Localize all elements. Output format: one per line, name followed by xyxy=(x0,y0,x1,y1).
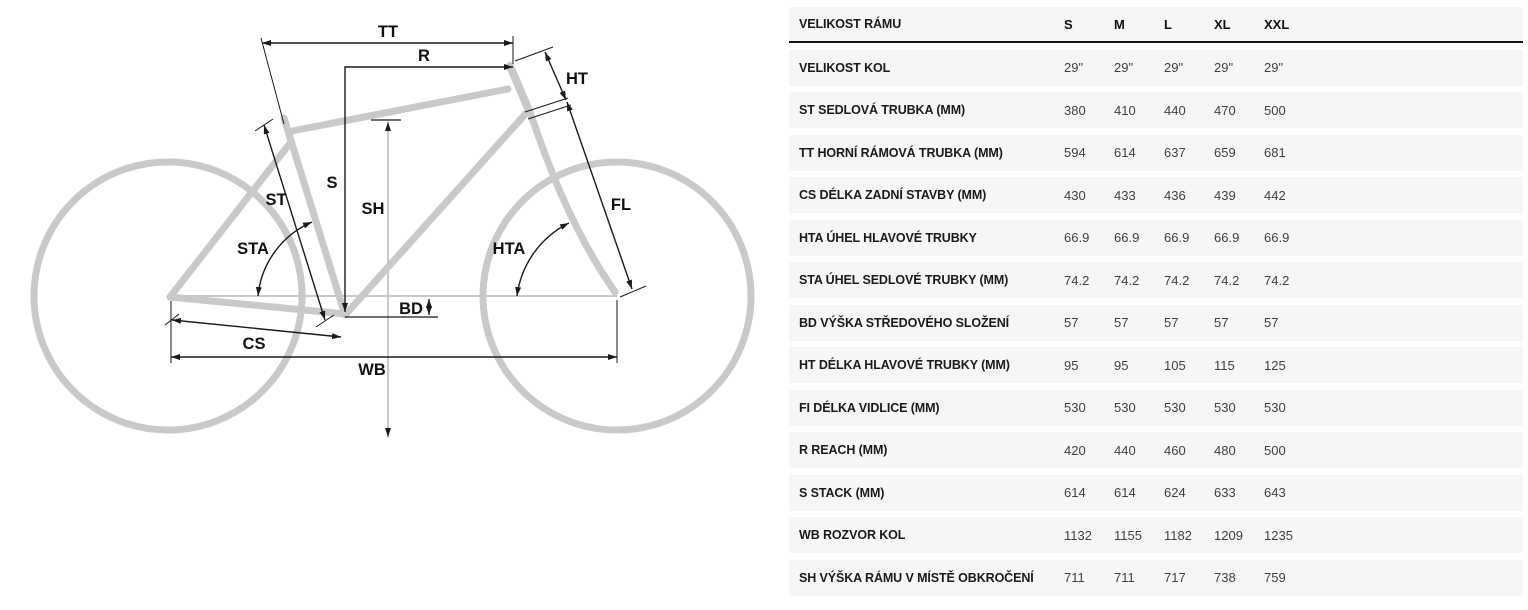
diagram-label-st: ST xyxy=(265,191,287,209)
row-value: 66.9 xyxy=(1214,230,1240,245)
diagram-label-bd: BD xyxy=(399,300,423,318)
wheels xyxy=(34,162,751,430)
ht-dim-line xyxy=(545,52,566,100)
geometry-table xyxy=(789,7,1523,602)
row-value: 530 xyxy=(1264,400,1286,415)
row-value: 74.2 xyxy=(1164,272,1190,288)
diagram-label-hta: HTA xyxy=(492,240,526,258)
row-label: TT HORNÍ RÁMOVÁ TRUBKA (MM) xyxy=(799,145,1003,160)
geometry-table-header xyxy=(789,7,1523,43)
table-row xyxy=(789,135,1523,171)
row-value: 439 xyxy=(1214,187,1236,203)
row-value: 29" xyxy=(1114,60,1134,75)
row-value: 1235 xyxy=(1264,527,1293,543)
table-row xyxy=(789,517,1523,553)
crown-tick-2 xyxy=(525,98,568,112)
row-value: 29" xyxy=(1214,60,1234,75)
row-label: S STACK (MM) xyxy=(799,485,885,500)
row-value: 440 xyxy=(1164,102,1186,118)
st-bottom-tick xyxy=(316,315,334,327)
table-row xyxy=(789,50,1523,86)
row-value: 57 xyxy=(1264,315,1279,330)
row-value: 614 xyxy=(1114,145,1136,160)
row-value: 500 xyxy=(1264,102,1286,118)
table-row xyxy=(789,432,1523,468)
row-value: 530 xyxy=(1214,400,1236,415)
hta-arc xyxy=(517,223,569,296)
table-row xyxy=(789,560,1523,596)
row-value: 420 xyxy=(1064,442,1086,458)
table-row xyxy=(789,390,1523,426)
st-top-tick xyxy=(255,119,273,131)
row-value: 74.2 xyxy=(1064,272,1090,288)
table-row xyxy=(789,177,1523,213)
cs-left-tick xyxy=(165,314,179,325)
row-value: 410 xyxy=(1114,102,1136,118)
row-value: 66.9 xyxy=(1114,230,1140,245)
table-row xyxy=(789,220,1523,256)
diagram-label-sta: STA xyxy=(237,240,269,258)
row-value: 66.9 xyxy=(1164,230,1190,245)
table-row xyxy=(789,92,1523,128)
row-value: 1182 xyxy=(1164,527,1192,543)
row-value: 125 xyxy=(1264,357,1286,373)
header-size-column: M xyxy=(1114,16,1125,32)
row-value: 29" xyxy=(1264,60,1284,75)
row-value: 442 xyxy=(1264,187,1286,203)
row-label: FI DÉLKA VIDLICE (MM) xyxy=(799,400,940,415)
row-value: 380 xyxy=(1064,102,1086,118)
row-value: 57 xyxy=(1214,315,1229,330)
row-value: 500 xyxy=(1264,442,1286,458)
diagram-label-s: S xyxy=(326,174,338,192)
row-label: VELIKOST KOL xyxy=(799,60,891,75)
diagram-label-cs: CS xyxy=(242,335,266,353)
row-value: 717 xyxy=(1164,570,1186,585)
row-value: 460 xyxy=(1164,442,1186,458)
row-value: 29" xyxy=(1164,60,1184,75)
row-value: 759 xyxy=(1264,570,1286,585)
row-value: 95 xyxy=(1064,357,1079,373)
header-size-column: L xyxy=(1164,16,1172,32)
row-value: 624 xyxy=(1164,485,1186,500)
row-value: 74.2 xyxy=(1214,272,1240,288)
header-size-column: XXL xyxy=(1264,16,1290,32)
row-value: 29" xyxy=(1064,60,1084,75)
row-value: 440 xyxy=(1114,442,1136,458)
diagram-label-ht: HT xyxy=(566,70,588,88)
row-value: 594 xyxy=(1064,145,1086,160)
row-value: 57 xyxy=(1064,315,1079,330)
header-size-column: XL xyxy=(1214,16,1231,32)
row-value: 530 xyxy=(1114,400,1136,415)
row-value: 530 xyxy=(1164,400,1186,415)
diagram-label-r: R xyxy=(418,47,430,65)
row-label: HTA ÚHEL HLAVOVÉ TRUBKY xyxy=(799,230,977,245)
crown-tick-1 xyxy=(528,105,571,119)
row-value: 681 xyxy=(1264,145,1286,160)
row-value: 95 xyxy=(1114,357,1129,373)
row-value: 738 xyxy=(1214,570,1236,585)
table-row xyxy=(789,262,1523,298)
row-value: 66.9 xyxy=(1064,230,1090,245)
table-row xyxy=(789,347,1523,383)
row-value: 659 xyxy=(1214,145,1236,160)
row-label: BD VÝŠKA STŘEDOVÉHO SLOŽENÍ xyxy=(799,315,1010,330)
header-label: VELIKOST RÁMU xyxy=(799,17,902,31)
row-value: 470 xyxy=(1214,102,1236,118)
row-value: 105 xyxy=(1164,357,1186,373)
row-label: STA ÚHEL SEDLOVÉ TRUBKY (MM) xyxy=(799,273,1009,287)
row-value: 1155 xyxy=(1114,527,1142,543)
head-tube xyxy=(510,66,530,113)
row-value: 1209 xyxy=(1214,527,1243,543)
diagram-label-wb: WB xyxy=(358,361,386,379)
row-value: 436 xyxy=(1164,187,1186,203)
row-value: 637 xyxy=(1164,145,1186,160)
row-label: SH VÝŠKA RÁMU V MÍSTĚ OBKROČENÍ xyxy=(799,570,1034,585)
row-value: 711 xyxy=(1114,570,1135,585)
header-size-column: S xyxy=(1064,16,1073,32)
row-value: 480 xyxy=(1214,442,1236,458)
row-value: 1132 xyxy=(1064,527,1092,543)
row-value: 643 xyxy=(1264,485,1286,500)
row-value: 633 xyxy=(1214,485,1236,500)
seat-axis-extension xyxy=(261,38,284,124)
row-label: ST SEDLOVÁ TRUBKA (MM) xyxy=(799,103,966,117)
row-value: 74.2 xyxy=(1114,272,1140,288)
row-value: 433 xyxy=(1114,187,1136,203)
row-value: 57 xyxy=(1164,315,1179,330)
row-label: R REACH (MM) xyxy=(799,443,888,457)
geometry-table-rows xyxy=(789,50,1523,596)
row-value: 614 xyxy=(1064,485,1086,500)
table-row xyxy=(789,305,1523,341)
row-value: 614 xyxy=(1114,485,1136,500)
row-label: HT DÉLKA HLAVOVÉ TRUBKY (MM) xyxy=(799,358,1010,372)
diagram-label-tt: TT xyxy=(377,23,399,41)
row-value: 57 xyxy=(1114,315,1129,330)
row-value: 66.9 xyxy=(1264,230,1290,245)
row-label: WB ROZVOR KOL xyxy=(799,528,906,542)
row-value: 711 xyxy=(1064,570,1085,585)
fl-bottom-tick xyxy=(620,286,646,297)
row-value: 115 xyxy=(1214,357,1235,373)
diagram-label-sh: SH xyxy=(361,200,385,218)
row-value: 430 xyxy=(1064,187,1086,203)
row-value: 74.2 xyxy=(1264,272,1290,288)
row-value: 530 xyxy=(1064,400,1086,415)
top-tube xyxy=(292,89,508,131)
diagram-label-fl: FL xyxy=(610,196,632,214)
row-label: CS DÉLKA ZADNÍ STAVBY (MM) xyxy=(799,188,987,202)
table-row xyxy=(789,475,1523,511)
